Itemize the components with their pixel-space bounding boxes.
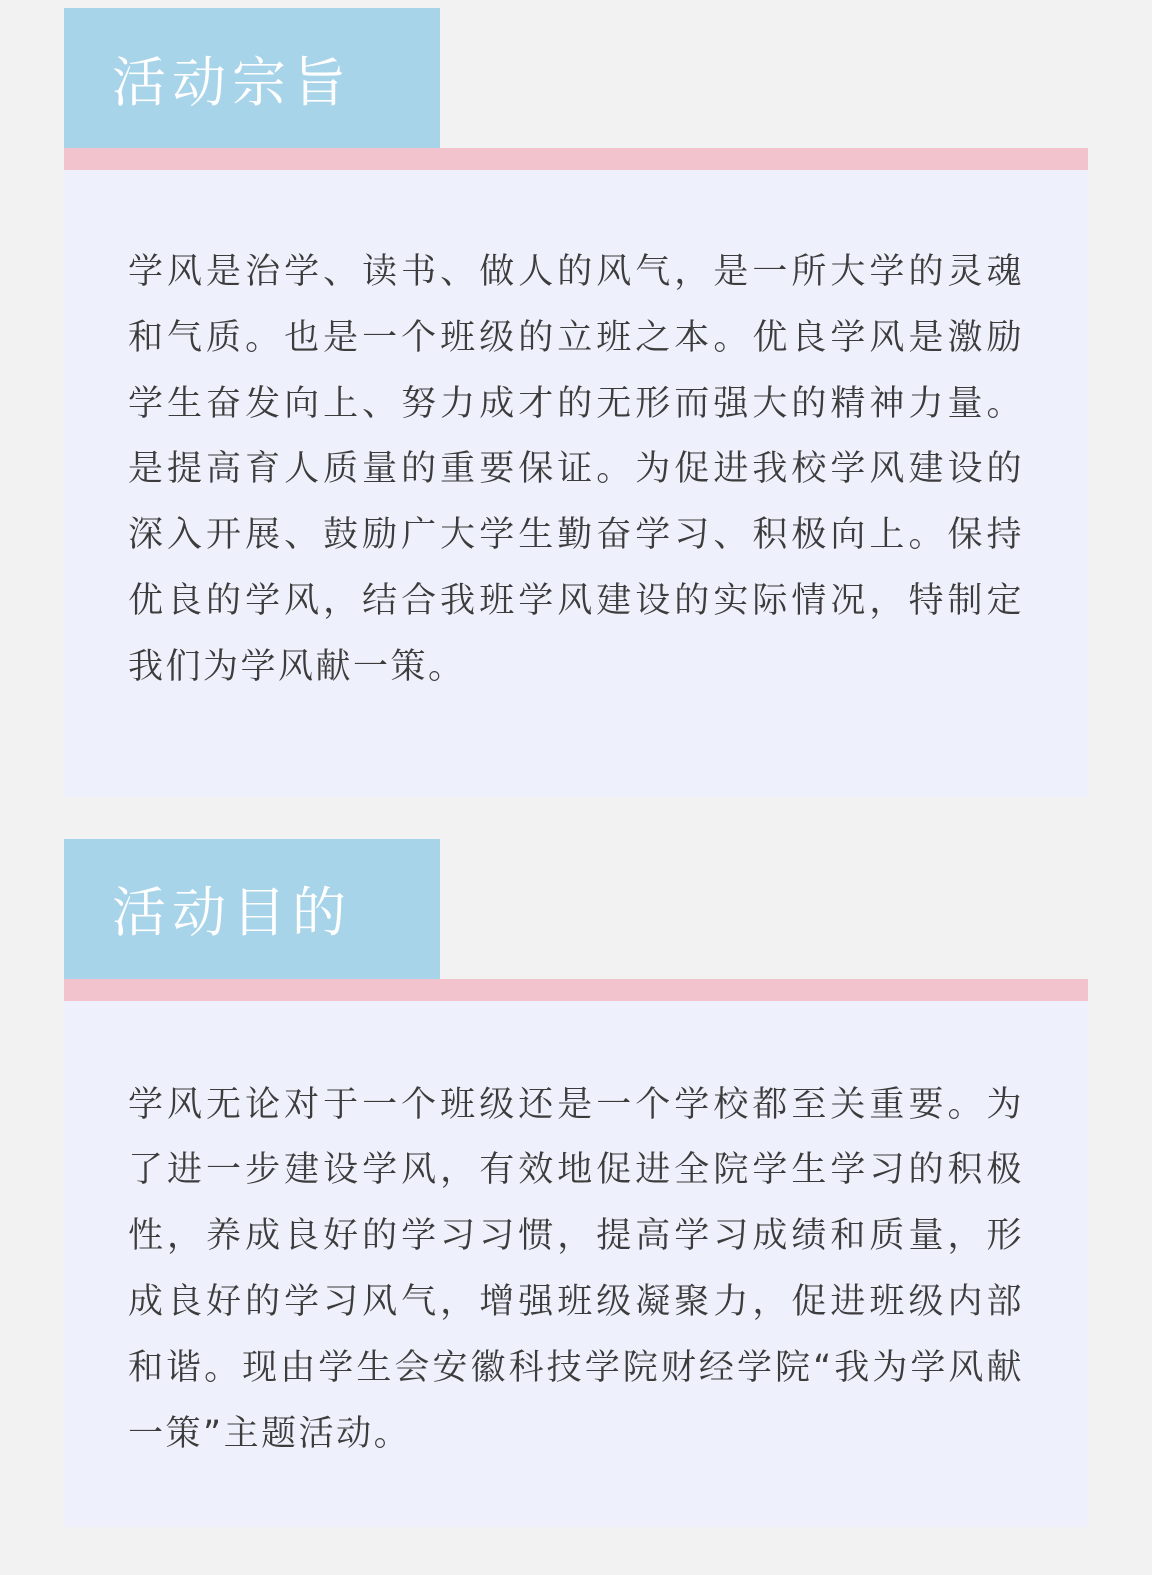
section-body-text-objective: 学风无论对于一个班级还是一个学校都至关重要。为了进一步建设学风，有效地促进全院学生学习的积极性，养成良好的学习习惯，提高学习成绩和质量，形成良好的学习风气，增强班级凝聚力，促进班级内部和谐。现由学生会安徽科技学院财经学院“我为学风献一策”主题活动。 bbox=[128, 1084, 1024, 1454]
top-spacer bbox=[0, 0, 1152, 8]
section-body-card-objective bbox=[64, 1001, 1088, 1528]
section-divider-purpose bbox=[64, 148, 1088, 170]
section-body-card-purpose bbox=[64, 170, 1088, 797]
section-objective bbox=[64, 839, 1088, 1528]
section-header-banner-objective bbox=[64, 839, 440, 979]
section-purpose bbox=[64, 8, 1088, 797]
section-title-purpose: 活动宗旨 bbox=[112, 50, 352, 114]
section-header-banner-purpose bbox=[64, 8, 440, 148]
section-title-objective: 活动目的 bbox=[112, 881, 352, 945]
section-divider-objective bbox=[64, 979, 1088, 1001]
section-body-text-purpose: 学风是治学、读书、做人的风气，是一所大学的灵魂和气质。也是一个班级的立班之本。优良学风是激励学生奋发向上、努力成才的无形而强大的精神力量。是提高育人质量的重要保证。为促进我校学风建设的深入开展、鼓励广大学生勤奋学习、积极向上。保持优良的学风，结合我班学风建设的实际情况，特制定我们为学风献一策。 bbox=[128, 252, 1024, 687]
